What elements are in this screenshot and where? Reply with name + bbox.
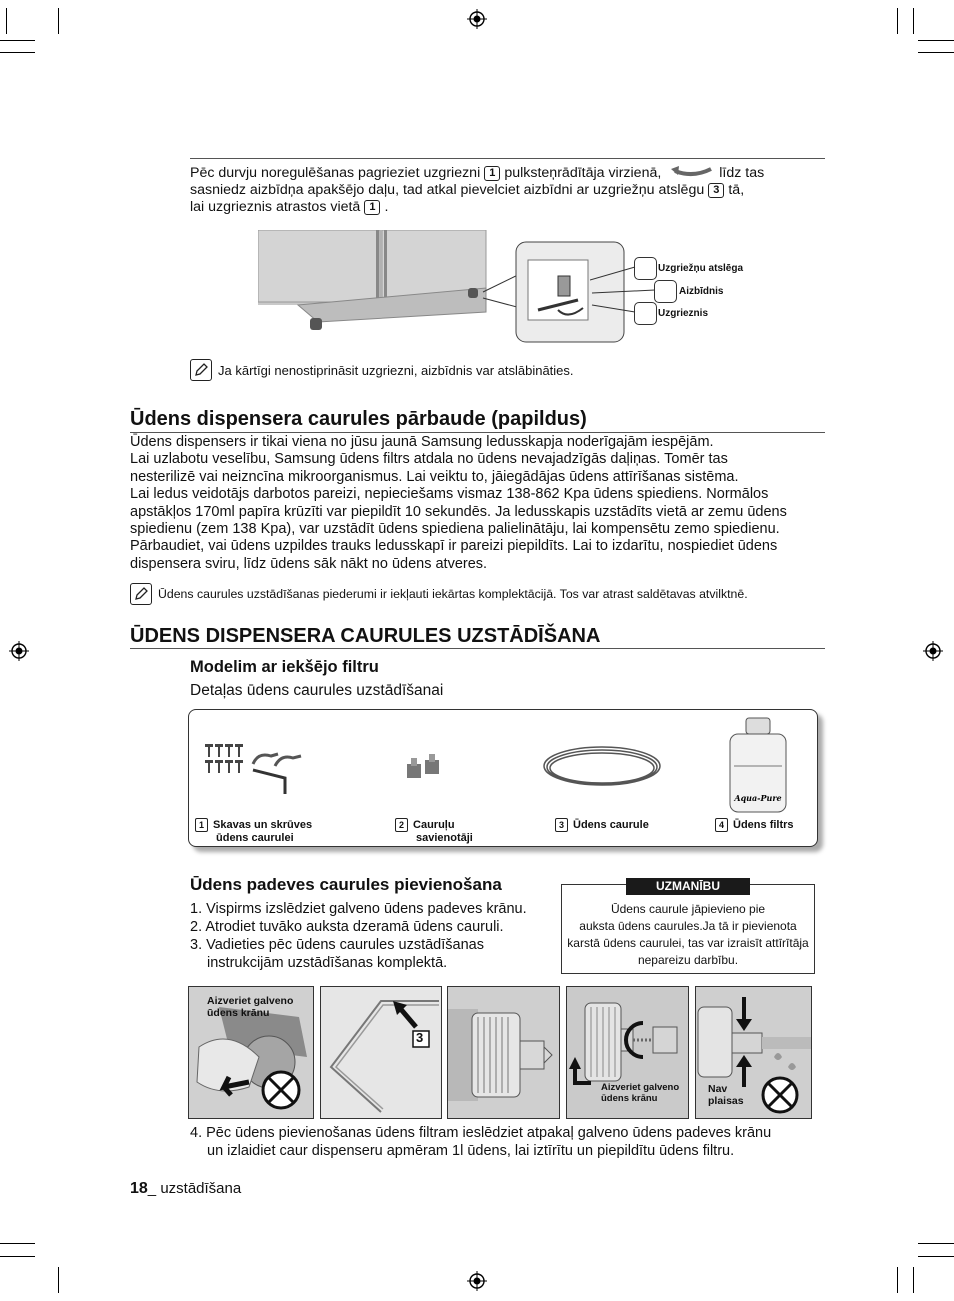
note-row: [130, 583, 748, 605]
registration-mark-icon: [9, 641, 29, 661]
step-item: instrukcijām uzstādīšanas komplektā.: [207, 955, 448, 971]
registration-mark-icon: [467, 1271, 487, 1291]
curved-arrow-icon: [669, 165, 715, 179]
callout-box: [634, 302, 657, 325]
part-name: Skavas un skrūves: [213, 819, 313, 831]
photo-label-line: ūdens krānu: [601, 1093, 658, 1104]
fridge-door-diagram: [258, 230, 628, 345]
page-number: 18: [130, 1180, 148, 1197]
intro-text-part: Pēc durvju noregulēšanas pagrieziet uzgriezni: [190, 165, 481, 181]
photo-label: [708, 1083, 744, 1107]
registration-mark-icon: [923, 641, 943, 661]
photo-label-line: plaisas: [708, 1095, 744, 1107]
crop-mark: [58, 8, 59, 34]
caution-box: [561, 879, 815, 974]
page-footer: [130, 1180, 241, 1198]
photo-label-line: ūdens krānu: [207, 1007, 270, 1019]
crop-mark: [918, 40, 954, 41]
body-line: spiedienu (zem 138 Kpa), var uzstādīt ūdens spiediena palielinātāju, lai kompensētu zemo spiedienu.: [130, 521, 780, 538]
note-pencil-icon: [190, 359, 212, 381]
intro-text-part: sasniedz aizbīdņa apakšējo daļu, tad atkal pievelciet aizbīdni ar uzgriežņu atslēgu: [190, 182, 705, 198]
diagram-label-nut: Uzgrieznis: [658, 308, 709, 319]
note-text: Ūdens caurules uzstādīšanas piederumi ir iekļauti iekārtas komplektācijā. Tos var atrast saldētavas atvilktnē.: [158, 587, 748, 601]
step-4: [190, 1124, 771, 1160]
crop-mark: [0, 1243, 35, 1244]
note-row: [190, 359, 574, 381]
clamps-screws-icon: [203, 742, 313, 797]
subsection-title: Modelim ar iekšējo filtru: [190, 658, 379, 676]
top-rule: [190, 158, 825, 159]
part-name: ūdens caurulei: [216, 832, 294, 844]
note-pencil-icon: [130, 583, 152, 605]
part-number: 4: [715, 818, 728, 832]
callout-box: [634, 257, 657, 280]
photo-find-pipe: [320, 986, 442, 1119]
crop-mark: [913, 8, 914, 34]
section-body: [130, 434, 840, 573]
part-number: 3: [555, 818, 568, 832]
water-filter-icon: [726, 716, 790, 816]
section-title: ŪDENS DISPENSERA CAURULES UZSTĀDĪŠANA: [130, 625, 601, 647]
crop-mark: [913, 1267, 914, 1293]
intro-text-part: līdz tas: [719, 165, 765, 181]
step-list: [190, 900, 527, 972]
crop-mark: [0, 40, 35, 41]
section-rule: [130, 432, 825, 433]
body-line: Lai ledus veidotājs darbotos pareizi, nepieciešams vismaz 138-862 Kpa ūdens spiediens. Normālos: [130, 486, 769, 503]
caution-line: karstā ūdens caurulei, tas var izraisīt attīrītāja: [567, 936, 809, 950]
crop-mark: [0, 1256, 35, 1257]
body-line: Lai uzlabotu veselību, Samsung ūdens filtrs atdala no ūdens nevajadzīgās daļiņas. Tomēr tas: [130, 451, 728, 468]
part-name: Cauruļu: [413, 819, 455, 831]
step-item: 4. Pēc ūdens pievienošanas ūdens filtram ieslēdziet atpakaļ galveno ūdens padeves krānu: [190, 1125, 772, 1141]
part-name: Ūdens filtrs: [733, 819, 794, 831]
body-line: Pārbaudiet, vai ūdens uzpildes trauks ledusskapī ir pareizi piepildīts. Lai to izdarītu, nospiediet ūdens: [130, 538, 778, 555]
part-name: savienotāji: [416, 832, 473, 844]
section-rule: [130, 648, 825, 649]
step-number-badge: 1: [364, 200, 380, 215]
diagram-label-wrench: Uzgriežņu atslēga: [658, 263, 744, 274]
footer-separator: _: [147, 1180, 157, 1197]
intro-text: [190, 165, 840, 216]
caution-line: Ūdens caurule jāpievieno pie: [610, 902, 766, 916]
crop-mark: [897, 1267, 898, 1293]
part-label: [195, 818, 312, 844]
intro-text-part: lai uzgrieznis atrastos vietā: [190, 199, 361, 215]
crop-mark: [918, 1256, 954, 1257]
crop-mark: [58, 1267, 59, 1293]
part-label: [555, 818, 649, 832]
photo-label: [207, 995, 293, 1019]
step-item: un izlaidiet caur dispenseru apmēram 1l ūdens, lai iztīrītu un piepildītu ūdens filtru.: [207, 1143, 735, 1159]
body-line: Ūdens dispensers ir tikai viena no jūsu jaunā Samsung ledusskapja noderīgajām iespējām.: [130, 434, 714, 450]
footer-section-name: uzstādīšana: [160, 1180, 242, 1197]
diagram-label-latch: Aizbīdnis: [679, 286, 724, 297]
part-label: [715, 818, 794, 832]
photo-step-number: 3: [416, 1030, 424, 1045]
step-item: 1. Vispirms izslēdziet galveno ūdens padeves krānu.: [190, 901, 527, 917]
filter-brand-text: Aqua-Pure: [734, 793, 782, 803]
parts-heading: Detaļas ūdens caurules uzstādīšanai: [190, 682, 444, 699]
intro-text-part: tā,: [728, 182, 745, 198]
caution-line: auksta ūdens caurules.Ja tā ir pievienota: [579, 919, 797, 933]
part-name: Ūdens caurule: [573, 819, 649, 831]
pipe-connectors-icon: [405, 754, 445, 782]
section-title: Ūdens dispensera caurules pārbaude (papildus): [130, 408, 587, 430]
photo-label-line: Aizveriet galveno: [601, 1082, 680, 1093]
water-tube-coil-icon: [541, 744, 663, 790]
part-number: 2: [395, 818, 408, 832]
body-line: apstākļos 170ml papīra krūzīti var piepildīt 10 sekundēs. Ja ledusskapis uzstādīts vietā ar zemu ūdens: [130, 503, 787, 520]
photo-fitting: [447, 986, 560, 1119]
photo-connect: [566, 986, 689, 1119]
subsection-title: Ūdens padeves caurules pievienošana: [190, 875, 502, 894]
caution-line: nepareizu darbību.: [637, 953, 739, 967]
photo-label-line: Nav: [708, 1083, 728, 1095]
callout-box: [654, 280, 677, 303]
crop-mark: [0, 52, 35, 53]
step-item: 3. Vadieties pēc ūdens caurules uzstādīšanas: [190, 937, 484, 953]
photo-label: [601, 1082, 679, 1104]
part-label: [395, 818, 473, 844]
photo-label-line: Aizveriet galveno: [207, 995, 294, 1007]
photo-no-leaks: [695, 986, 812, 1119]
body-line: nesterilizē vai neizncīna mikroorganismus. Lai veiktu to, jāiegādājas ūdens attīrīšanas sistēma.: [130, 468, 739, 485]
intro-text-part: pulksteņrādītāja virzienā,: [504, 165, 662, 181]
step-item: 2. Atrodiet tuvāko auksta dzeramā ūdens cauruli.: [190, 919, 504, 935]
step-number-badge: 3: [708, 183, 724, 198]
parts-box: [188, 709, 818, 847]
crop-mark: [918, 1243, 954, 1244]
caution-title: UZMANĪBU: [626, 878, 750, 895]
caution-text: [562, 901, 814, 969]
note-text: Ja kārtīgi nenostiprināsit uzgriezni, aizbīdnis var atslābināties.: [218, 362, 574, 378]
body-line: dispensera sviru, līdz ūdens sāk nākt no ūdens atveres.: [130, 555, 488, 572]
crop-mark: [6, 8, 7, 34]
registration-mark-icon: [467, 9, 487, 29]
crop-mark: [918, 52, 954, 53]
step-number-badge: 1: [484, 166, 500, 181]
crop-mark: [897, 8, 898, 34]
intro-text-part: .: [384, 199, 389, 215]
photo-close-valve: [188, 986, 314, 1119]
part-number: 1: [195, 818, 208, 832]
